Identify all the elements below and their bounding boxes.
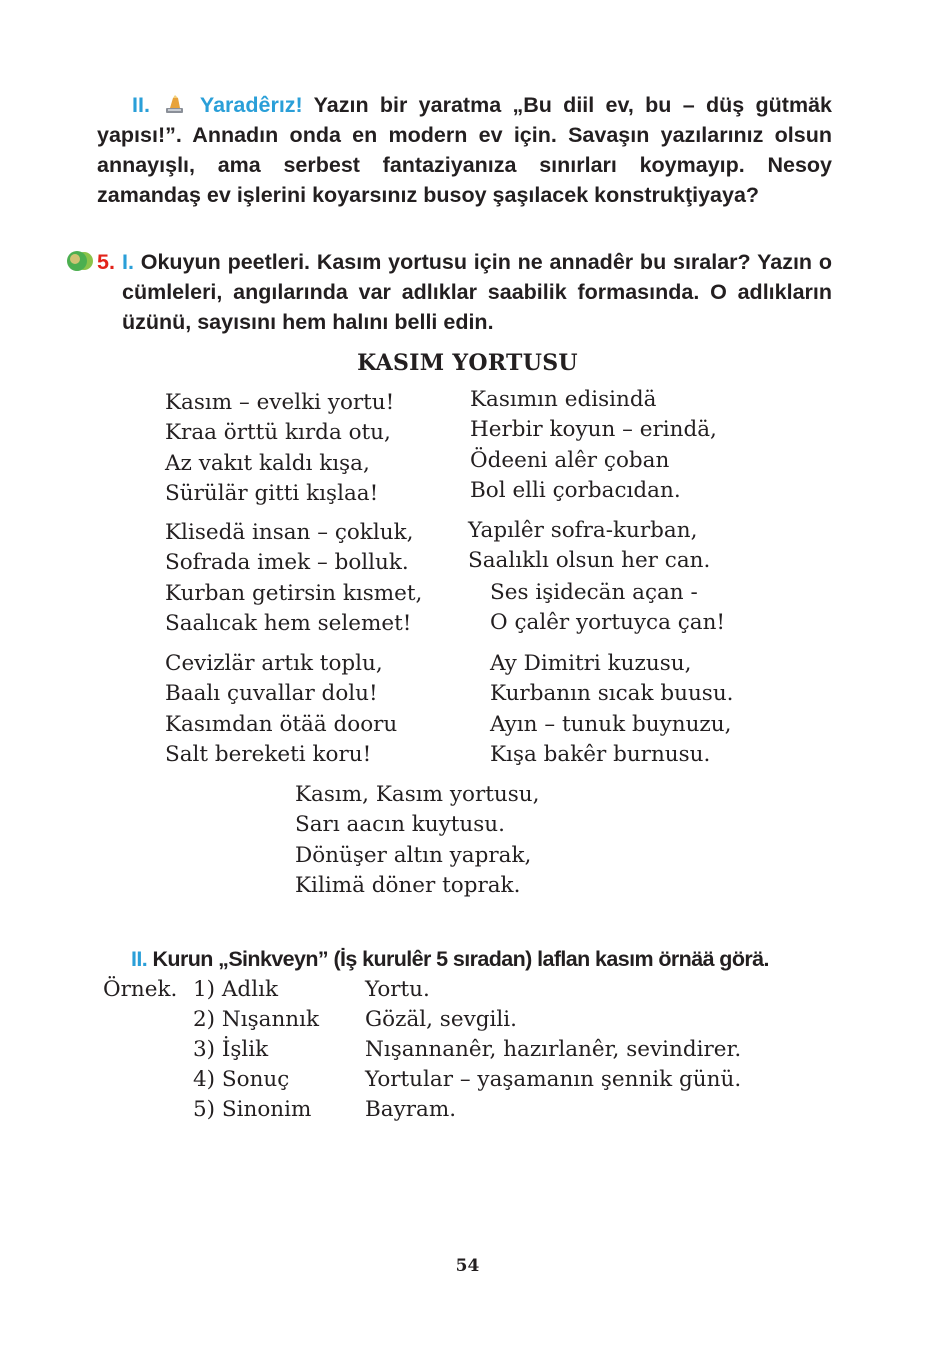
poem-line: Kilimä döner toprak. (295, 872, 521, 898)
poem-line: Ayın – tunuk buynuzu, (490, 711, 732, 737)
example-value: Nışannanêr, hazırlanêr, sevindirer. (365, 1037, 742, 1062)
poem-line: Salt bereketi koru! (165, 741, 372, 767)
poem-line: Ses işidecän açan - (490, 580, 698, 605)
task-5-part-2-text: Kurun „Sinkveyn” (İş kurulêr 5 sıradan) laflan kasım örnää görä. (152, 947, 769, 971)
example-terms (193, 975, 319, 1125)
writing-hand-icon (164, 93, 186, 113)
task-5-number: 5. (97, 250, 115, 274)
example-term: 3) İşlik (193, 1037, 269, 1062)
poem-line: Kasımdan ötää dooru (165, 711, 398, 737)
poem-line: Klisedä insan – çokluk, (165, 520, 414, 545)
task-2 (97, 90, 832, 210)
poem-line: Sarı aacın kuytusu. (295, 812, 505, 838)
poem-stanza-8 (295, 780, 539, 901)
poem-line: Cevizlär artık toplu, (165, 651, 383, 676)
task-5-paragraph (122, 247, 832, 337)
poem-line: Kraa örttü kırda otu, (165, 420, 391, 446)
poem-line: Kışa bakêr burnusu. (490, 741, 711, 767)
poem-line: Dönüşer altın yaprak, (295, 842, 532, 868)
example-term: 1) Adlık (193, 977, 278, 1002)
poem-line: Saalıklı olsun her can. (468, 548, 711, 574)
task-2-label: Yaradêrız! (199, 93, 303, 117)
task-2-number: II. (132, 93, 150, 117)
poem-stanza-5 (490, 578, 725, 639)
poem-line: Kurbanın sıcak buusu. (490, 681, 734, 707)
example-term: 2) Nışannık (193, 1007, 320, 1032)
task-5-part-label: I. (122, 250, 134, 274)
task-5 (122, 247, 832, 337)
poem-line: O çalêr yortuyca çan! (490, 610, 726, 636)
poem-stanza-4 (468, 516, 710, 577)
task-2-text: Yazın bir yaratma „Bu diil ev, bu – düş gütmäk yapısı!”. Annadın onda en modern ev için. Savaşın yazılarınız olsun annayışlı, ama serbest fantaziyanıza sınırları koymayıp. Nesoy zamandaş ev işlerini koyarsınız busoy şaşılacek konstrukţiyaya? (97, 93, 832, 207)
poem-line: Ay Dimitri kuzusu, (490, 651, 692, 676)
poem-stanza-7 (490, 649, 734, 770)
poem-line: Herbir koyun – erindä, (470, 417, 717, 443)
poem-line: Kasım – evelki yortu! (165, 390, 395, 415)
poem-stanza-1 (165, 388, 394, 509)
poem-stanza-2 (470, 385, 717, 506)
poem-title: KASIM YORTUSU (357, 350, 578, 376)
poem-line: Kurban getirsin kısmet, (165, 580, 423, 606)
poem-line: Sürülär gitti kışlaa! (165, 480, 379, 506)
example-term: 5) Sinonim (193, 1097, 312, 1122)
task-5-text: Okuyun peetleri. Kasım yortusu için ne annadêr bu sıralar? Yazın o cümleleri, angılarında var adlıklar saabilik formasında. O adlıkların üzünü, sayısını hem halını belli edin. (122, 250, 832, 334)
task-5-part-2 (131, 944, 769, 974)
example-values (365, 975, 741, 1125)
poem-line: Az vakıt kaldı kışa, (165, 450, 370, 476)
example-value: Gözäl, sevgili. (365, 1007, 517, 1032)
poem-line: Kasımın edisindä (470, 387, 657, 412)
page-number: 54 (455, 1256, 480, 1276)
poem-line: Sofrada imek – bolluk. (165, 550, 409, 576)
poem-line: Baalı çuvallar dolu! (165, 681, 378, 707)
poem-stanza-6 (165, 649, 397, 770)
poem-stanza-3 (165, 518, 422, 639)
poem-line: Saalıcak hem selemet! (165, 610, 412, 636)
example-value: Yortular – yaşamanın şennik günü. (365, 1067, 742, 1092)
green-circles-icon (66, 250, 94, 272)
poem-line: Kasım, Kasım yortusu, (295, 782, 540, 807)
example-value: Bayram. (365, 1097, 457, 1122)
example-label: Örnek. (103, 977, 178, 1002)
example-term: 4) Sonuç (193, 1067, 290, 1092)
task-2-paragraph (97, 90, 832, 210)
poem-line: Yapılêr sofra-kurban, (468, 518, 698, 543)
poem-line: Ödeeni alêr çoban (470, 447, 670, 473)
poem-line: Bol elli çorbacıdan. (470, 477, 681, 503)
task-5-part-2-number: II. (131, 947, 148, 971)
example-value: Yortu. (365, 977, 430, 1002)
